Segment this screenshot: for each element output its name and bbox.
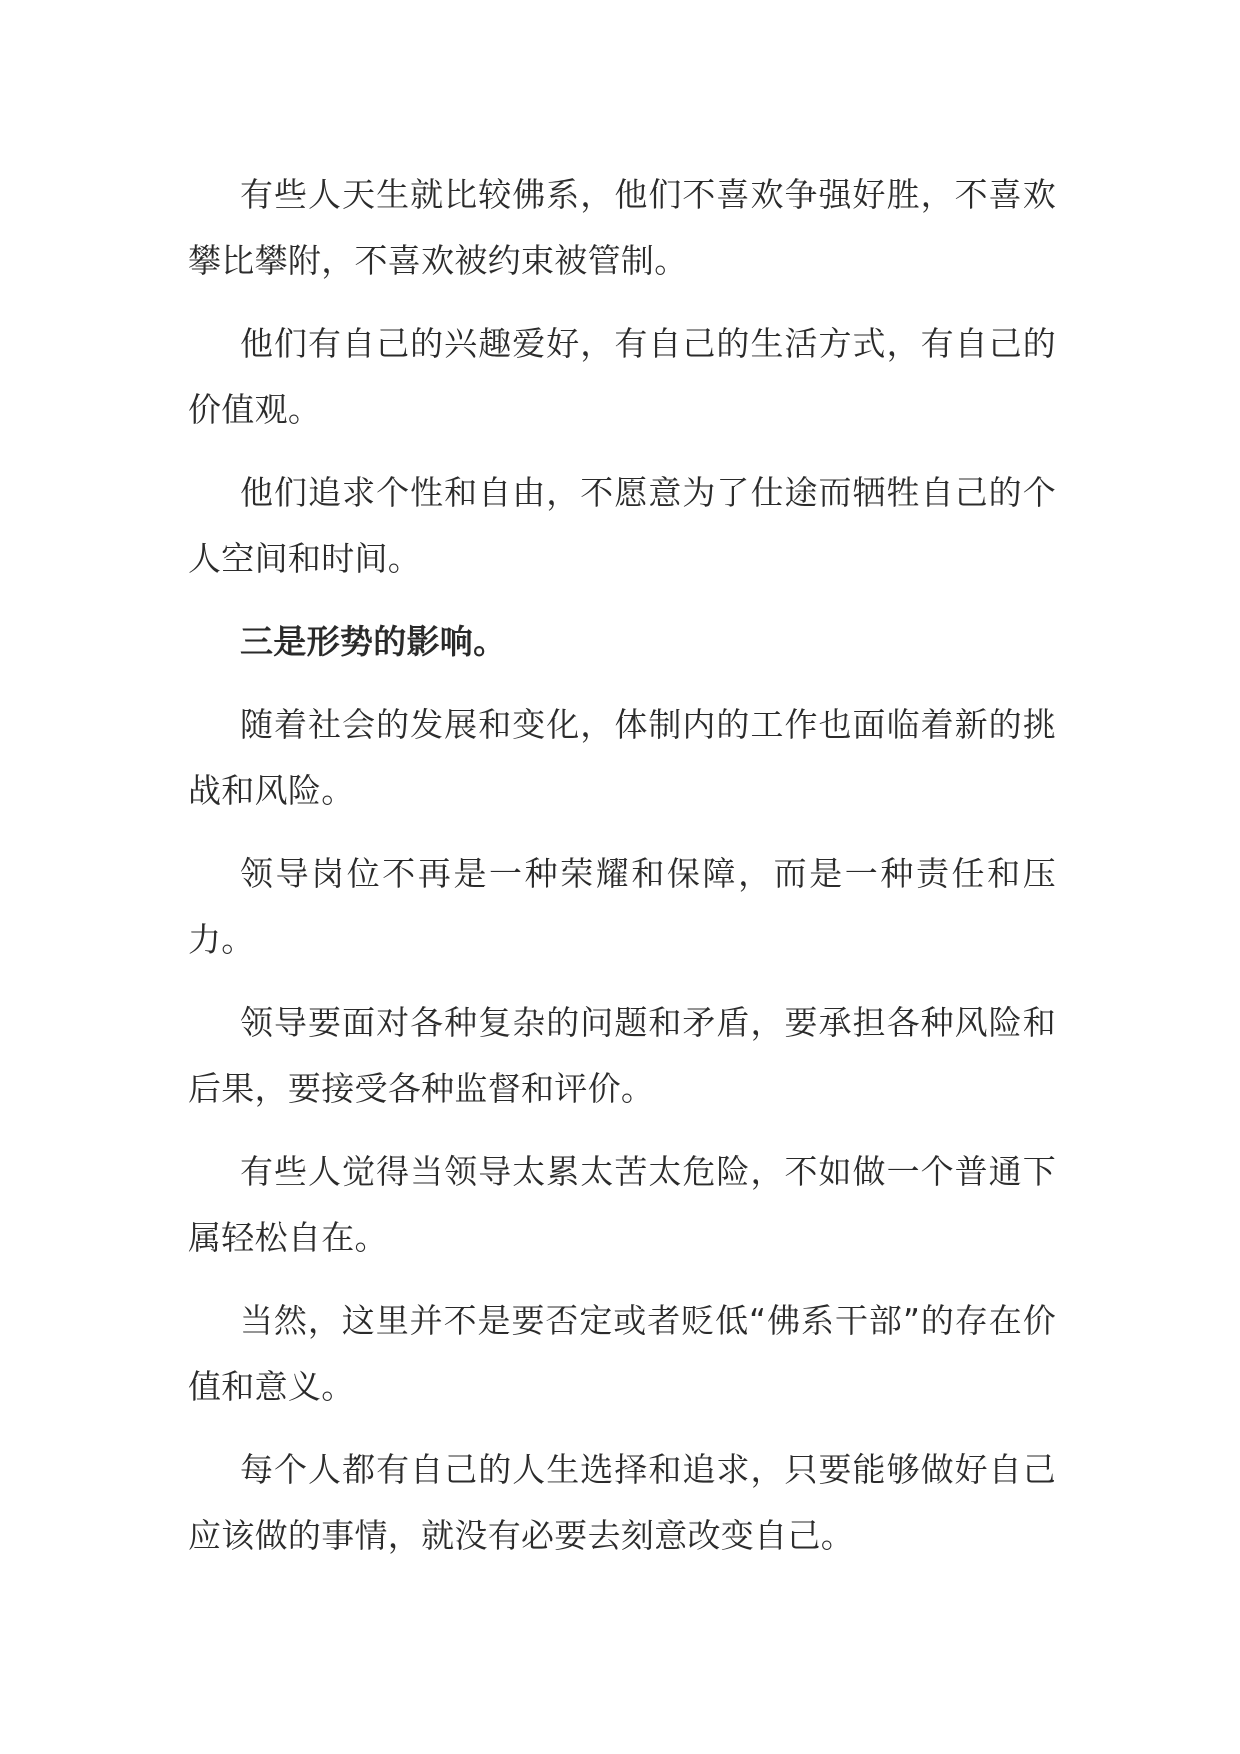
- paragraph: 有些人觉得当领导太累太苦太危险，不如做一个普通下属轻松自在。: [188, 1152, 1056, 1257]
- paragraph: 当然，这里并不是要否定或者贬低“佛系干部”的存在价值和意义。: [188, 1301, 1056, 1406]
- paragraph: 他们有自己的兴趣爱好，有自己的生活方式，有自己的价值观。: [188, 324, 1056, 429]
- paragraph: 随着社会的发展和变化，体制内的工作也面临着新的挑战和风险。: [188, 705, 1056, 810]
- paragraph: 每个人都有自己的人生选择和追求，只要能够做好自己应该做的事情，就没有必要去刻意改变自己。: [188, 1450, 1056, 1555]
- document-body: [188, 162, 1056, 1586]
- section-heading: 三是形势的影响。: [240, 622, 507, 661]
- paragraph: 他们追求个性和自由，不愿意为了仕途而牺牲自己的个人空间和时间。: [188, 473, 1056, 578]
- paragraph: 领导要面对各种复杂的问题和矛盾，要承担各种风险和后果，要接受各种监督和评价。: [188, 1003, 1056, 1108]
- paragraph: 领导岗位不再是一种荣耀和保障，而是一种责任和压力。: [188, 854, 1056, 959]
- paragraph: 有些人天生就比较佛系，他们不喜欢争强好胜，不喜欢攀比攀附，不喜欢被约束被管制。: [188, 175, 1056, 280]
